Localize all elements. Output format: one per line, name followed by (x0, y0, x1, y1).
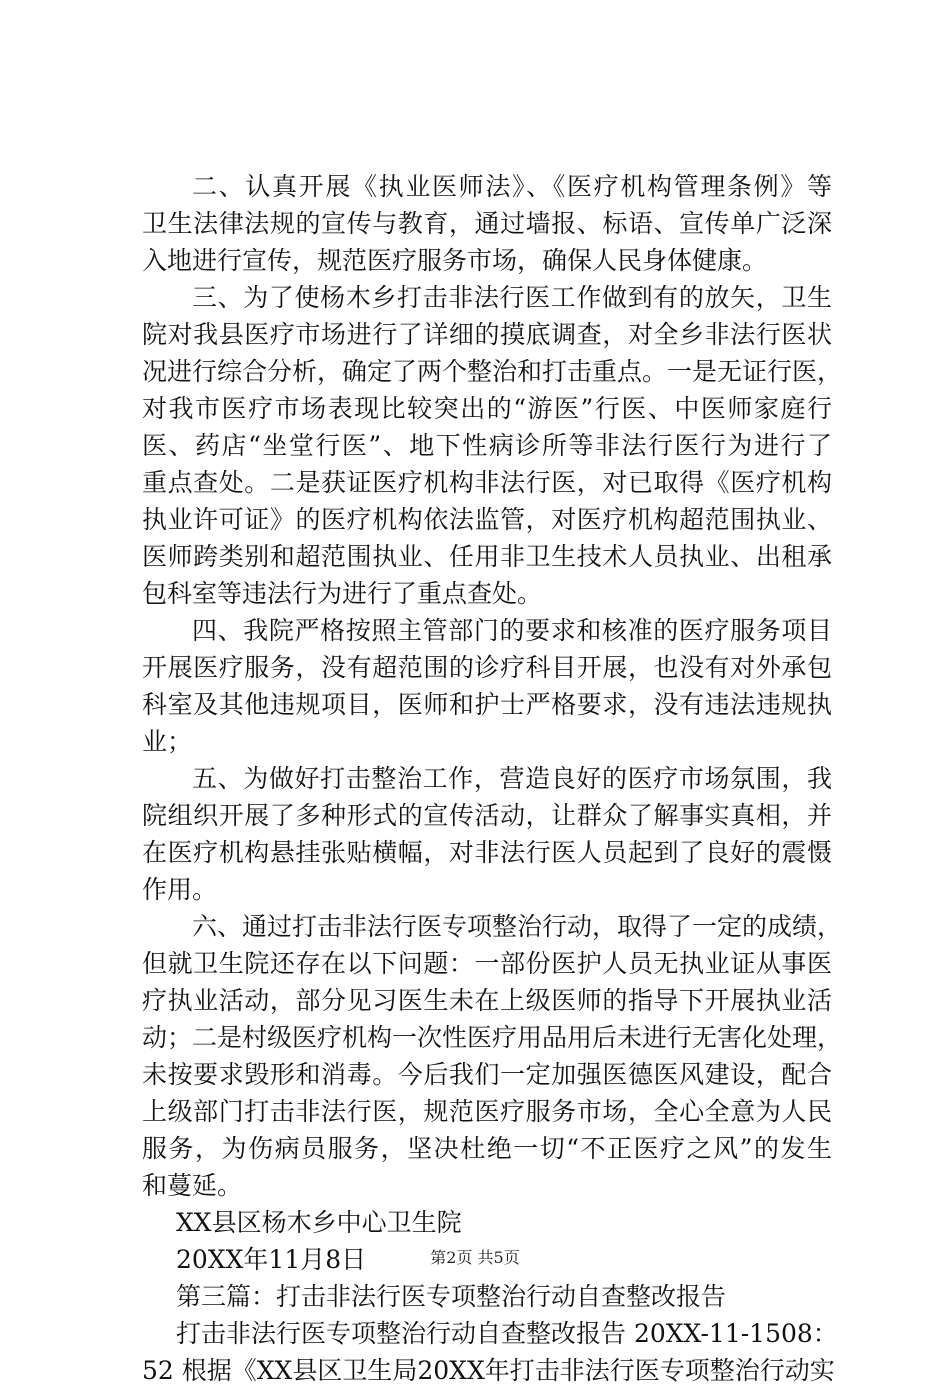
paragraph-line: 上级部门打击非法行医，规范医疗服务市场，全心全意为人民 (142, 1097, 832, 1126)
signature-org: XX县区杨木乡中心卫生院 (176, 1208, 462, 1237)
paragraph-line: 在医疗机构悬挂张贴横幅，对非法行医人员起到了良好的震慑 (142, 838, 832, 867)
paragraph-line: 院组织开展了多种形式的宣传活动，让群众了解事实真相，并 (142, 801, 832, 830)
next-text-line-1: 打击非法行医专项整治行动自查整改报告 20XX-11-1508： (176, 1319, 838, 1348)
paragraph-line: 四、我院严格按照主管部门的要求和核准的医疗服务项目 (192, 616, 832, 645)
paragraph-line: 未按要求毁形和消毒。今后我们一定加强医德医风建设，配合 (142, 1060, 832, 1089)
signature-date: 20XX年11月8日 (176, 1245, 367, 1274)
paragraph-line: 六、通过打击非法行医专项整治行动，取得了一定的成绩， (192, 912, 843, 941)
page-footer: 第2页 共5页 (430, 1248, 520, 1267)
paragraph-line: 但就卫生院还存在以下问题：一部份医护人员无执业证从事医 (142, 949, 832, 978)
paragraph-line: 业； (142, 727, 193, 756)
paragraph-line: 医师跨类别和超范围执业、任用非卫生技术人员执业、出租承 (142, 542, 832, 571)
paragraph-line: 执业许可证》的医疗机构依法监管，对医疗机构超范围执业、 (142, 505, 832, 534)
paragraph-line: 三、为了使杨木乡打击非法行医工作做到有的放矢，卫生 (192, 283, 832, 312)
paragraph-line: 开展医疗服务，没有超范围的诊疗科目开展，也没有对外承包 (142, 653, 832, 682)
paragraph-line: 科室及其他违规项目，医师和护士严格要求，没有违法违规执 (142, 690, 832, 719)
paragraph-line: 动；二是村级医疗机构一次性医疗用品用后未进行无害化处理， (142, 1023, 843, 1052)
paragraph-line: 包科室等违法行为进行了重点查处。 (142, 579, 543, 608)
paragraph-line: 服务，为伤病员服务，坚决杜绝一切“不正医疗之风”的发生 (142, 1134, 832, 1163)
paragraph-line: 对我市医疗市场表现比较突出的“游医”行医、中医师家庭行 (142, 394, 832, 423)
paragraph-line: 作用。 (142, 875, 218, 904)
document-body (142, 168, 843, 1389)
paragraph-line: 重点查处。二是获证医疗机构非法行医，对已取得《医疗机构 (142, 468, 832, 497)
next-text-line-2: 52 根据《XX县区卫生局20XX年打击非法行医专项整治行动实 (142, 1356, 835, 1385)
paragraph-line: 五、为做好打击整治工作，营造良好的医疗市场氛围，我 (192, 764, 832, 793)
paragraph-line: 院对我县医疗市场进行了详细的摸底调查，对全乡非法行医状 (142, 320, 832, 349)
paragraph-container (142, 168, 843, 1204)
paragraph-line: 和蔓延。 (142, 1171, 243, 1200)
paragraph-line: 二、认真开展《执业医师法》、《医疗机构管理条例》等 (192, 172, 832, 201)
section-heading: 第三篇：打击非法行医专项整治行动自查整改报告 (176, 1282, 727, 1311)
paragraph-line: 医、药店“坐堂行医”、地下性病诊所等非法行医行为进行了 (142, 431, 832, 460)
paragraph-line: 入地进行宣传，规范医疗服务市场，确保人民身体健康。 (142, 246, 768, 275)
paragraph-line: 卫生法律法规的宣传与教育，通过墙报、标语、宣传单广泛深 (142, 209, 832, 238)
paragraph-line: 疗执业活动，部分见习医生未在上级医师的指导下开展执业活 (142, 986, 832, 1015)
paragraph-line: 况进行综合分析，确定了两个整治和打击重点。一是无证行医， (142, 357, 843, 386)
